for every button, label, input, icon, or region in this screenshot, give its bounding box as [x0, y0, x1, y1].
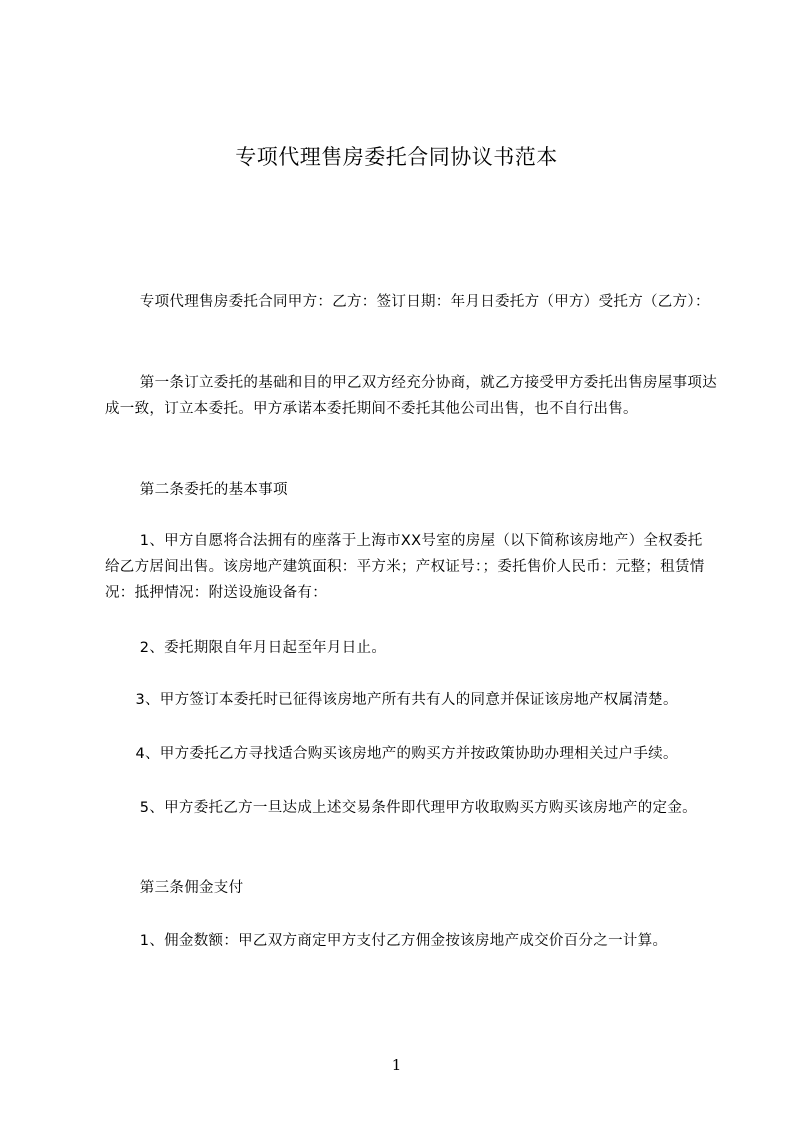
- paragraph-article-1: 第一条订立委托的基础和目的甲乙双方经充分协商，就乙方接受甲方委托出售房屋事项达成一致，订立本委托。甲方承诺本委托期间不委托其他公司出售，也不自行出售。: [105, 375, 717, 417]
- paragraph-item-2: 2、委托期限自年月日起至年月日止。: [139, 640, 387, 656]
- page-number: 1: [391, 1056, 402, 1074]
- paragraph-commission-1: 1、佣金数额：甲乙双方商定甲方支付乙方佣金按该房地产成交价百分之一计算。: [139, 933, 668, 949]
- paragraph-item-4: 4、甲方委托乙方寻找适合购买该房地产的购买方并按政策协助办理相关过户手续。: [135, 746, 678, 762]
- paragraph-article-2-heading: 第二条委托的基本事项: [139, 482, 288, 498]
- paragraph-article-3-heading: 第三条佣金支付: [139, 880, 244, 896]
- document-title: 专项代理售房委托合同协议书范本: [235, 145, 558, 169]
- paragraph-item-3: 3、甲方签订本委托时已征得该房地产所有共有人的同意并保证该房地产权属清楚。: [135, 692, 678, 708]
- paragraph-header: 专项代理售房委托合同甲方：乙方：签订日期：年月日委托方（甲方）受托方（乙方）：: [139, 294, 710, 310]
- paragraph-item-1: 1、甲方自愿将合法拥有的座落于上海市XX号室的房屋（以下简称该房地产）全权委托给乙方居间出售。该房地产建筑面积：平方米；产权证号：；委托售价人民币：元整；租赁情况：抵押情况：附送设施设备有：: [105, 533, 705, 601]
- paragraph-item-5: 5、甲方委托乙方一旦达成上述交易条件即代理甲方收取购买方购买该房地产的定金。: [139, 800, 697, 816]
